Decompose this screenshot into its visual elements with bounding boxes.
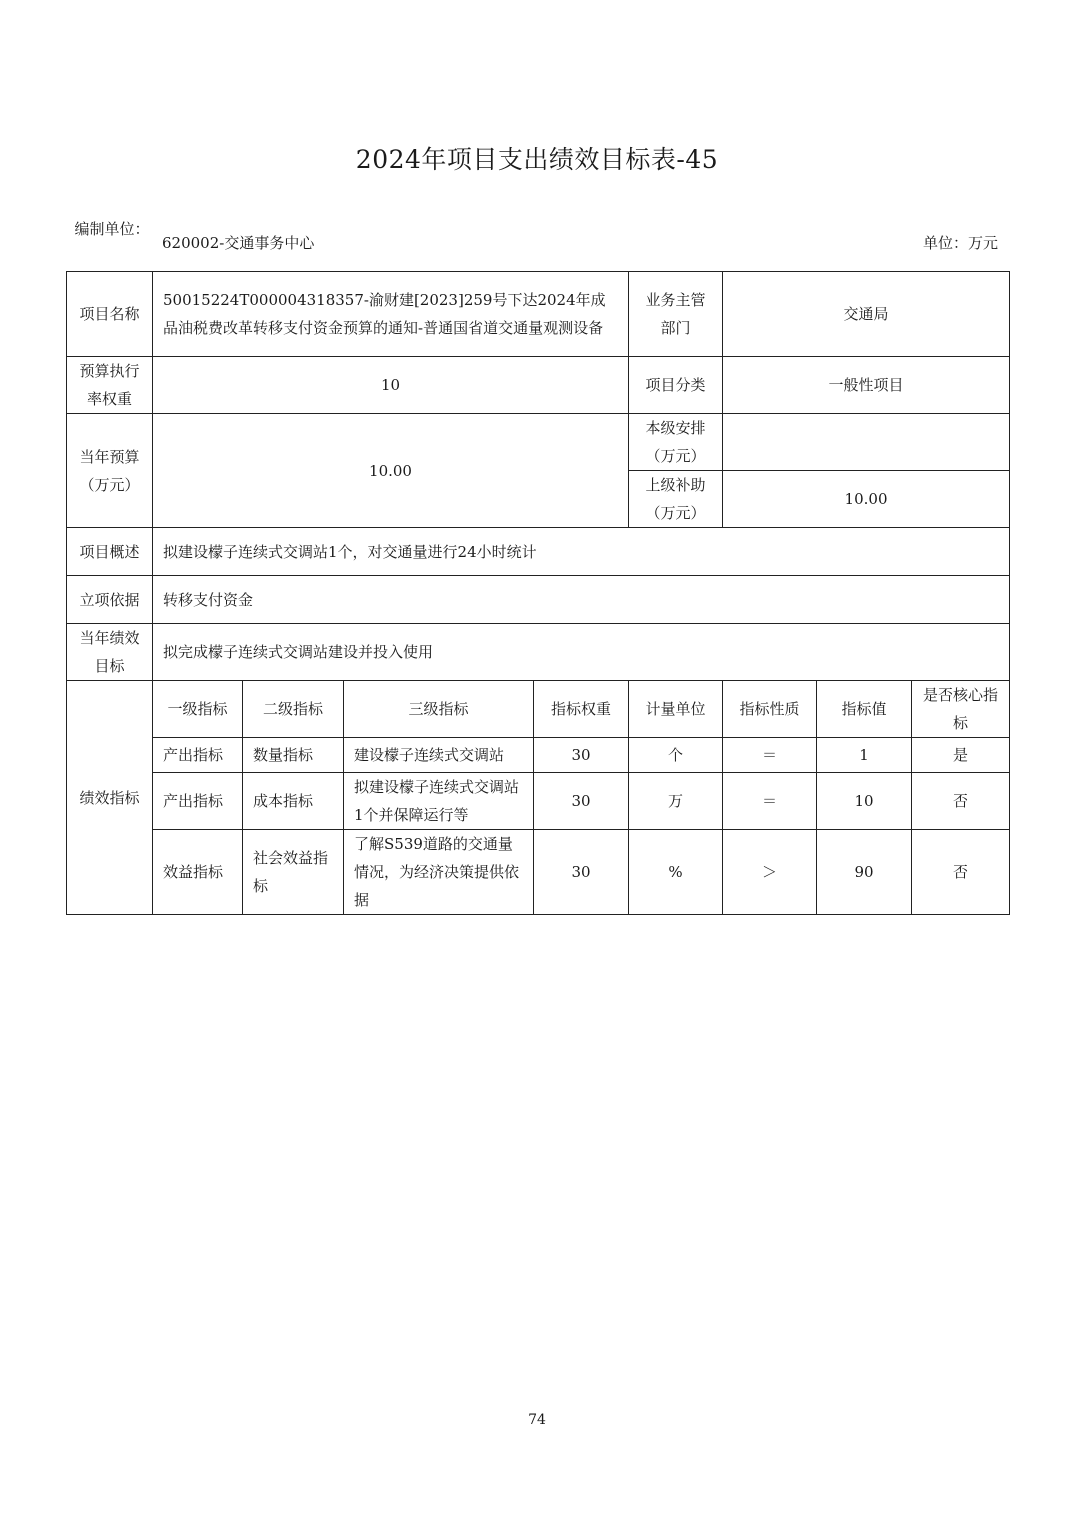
performance-table (66, 271, 1010, 915)
goal-value: 拟完成檬子连续式交调站建设并投入使用 (153, 624, 1010, 681)
unit-label: 编制单位： (74, 220, 150, 238)
category-value: 一般性项目 (723, 357, 1010, 414)
indicator-cell: 1 (817, 738, 912, 773)
indicator-cell: 否 (912, 773, 1010, 830)
indicator-cell: 30 (534, 773, 629, 830)
indicator-header: 指标权重 (534, 681, 629, 738)
indicator-cell: 个 (629, 738, 723, 773)
indicator-cell: 拟建设檬子连续式交调站1个并保障运行等 (344, 773, 534, 830)
indicator-cell: 成本指标 (243, 773, 344, 830)
indicator-header: 三级指标 (344, 681, 534, 738)
overview-value: 拟建设檬子连续式交调站1个，对交通量进行24小时统计 (153, 528, 1010, 576)
table-row (67, 773, 1010, 830)
basis-label: 立项依据 (67, 576, 153, 624)
project-name-label: 项目名称 (67, 272, 153, 357)
indicator-cell: ＞ (723, 830, 817, 915)
indicator-cell: ＝ (723, 773, 817, 830)
indicator-cell: 万 (629, 773, 723, 830)
page-number: 74 (528, 1412, 546, 1428)
page-title: 2024年项目支出绩效目标表-45 (355, 145, 719, 174)
indicator-cell: 效益指标 (153, 830, 243, 915)
indicator-cell: 了解S539道路的交通量情况，为经济决策提供依据 (344, 830, 534, 915)
indicator-cell: % (629, 830, 723, 915)
upper-value: 10.00 (723, 471, 1010, 528)
indicator-cell: 社会效益指标 (243, 830, 344, 915)
local-value (723, 414, 1010, 471)
dept-value: 交通局 (723, 272, 1010, 357)
overview-label: 项目概述 (67, 528, 153, 576)
indicators-section-label: 绩效指标 (67, 681, 153, 915)
upper-label: 上级补助（万元） (629, 471, 723, 528)
budget-value: 10.00 (153, 414, 629, 528)
local-label: 本级安排（万元） (629, 414, 723, 471)
project-name-value: 50015224T000004318357-渝财建[2023]259号下达2024年成品油税费改革转移支付资金预算的通知-普通国省道交通量观测设备 (153, 272, 629, 357)
table-row (67, 738, 1010, 773)
indicator-header: 指标值 (817, 681, 912, 738)
indicator-header: 是否核心指标 (912, 681, 1010, 738)
table-row (67, 830, 1010, 915)
indicator-cell: 10 (817, 773, 912, 830)
indicator-cell: 30 (534, 738, 629, 773)
indicator-cell: 是 (912, 738, 1010, 773)
exec-weight-value: 10 (153, 357, 629, 414)
indicator-cell: 产出指标 (153, 738, 243, 773)
indicator-cell: 90 (817, 830, 912, 915)
indicator-header: 一级指标 (153, 681, 243, 738)
category-label: 项目分类 (629, 357, 723, 414)
indicator-header: 二级指标 (243, 681, 344, 738)
indicator-cell: 建设檬子连续式交调站 (344, 738, 534, 773)
goal-label: 当年绩效目标 (67, 624, 153, 681)
indicator-cell: ＝ (723, 738, 817, 773)
indicator-cell: 产出指标 (153, 773, 243, 830)
budget-label: 当年预算（万元） (67, 414, 153, 528)
indicator-cell: 30 (534, 830, 629, 915)
dept-label: 业务主管部门 (629, 272, 723, 357)
basis-value: 转移支付资金 (153, 576, 1010, 624)
money-unit: 单位：万元 (922, 234, 998, 252)
unit-value: 620002-交通事务中心 (162, 234, 315, 252)
indicator-cell: 否 (912, 830, 1010, 915)
indicator-header: 指标性质 (723, 681, 817, 738)
indicator-cell: 数量指标 (243, 738, 344, 773)
exec-weight-label: 预算执行率权重 (67, 357, 153, 414)
indicator-header: 计量单位 (629, 681, 723, 738)
